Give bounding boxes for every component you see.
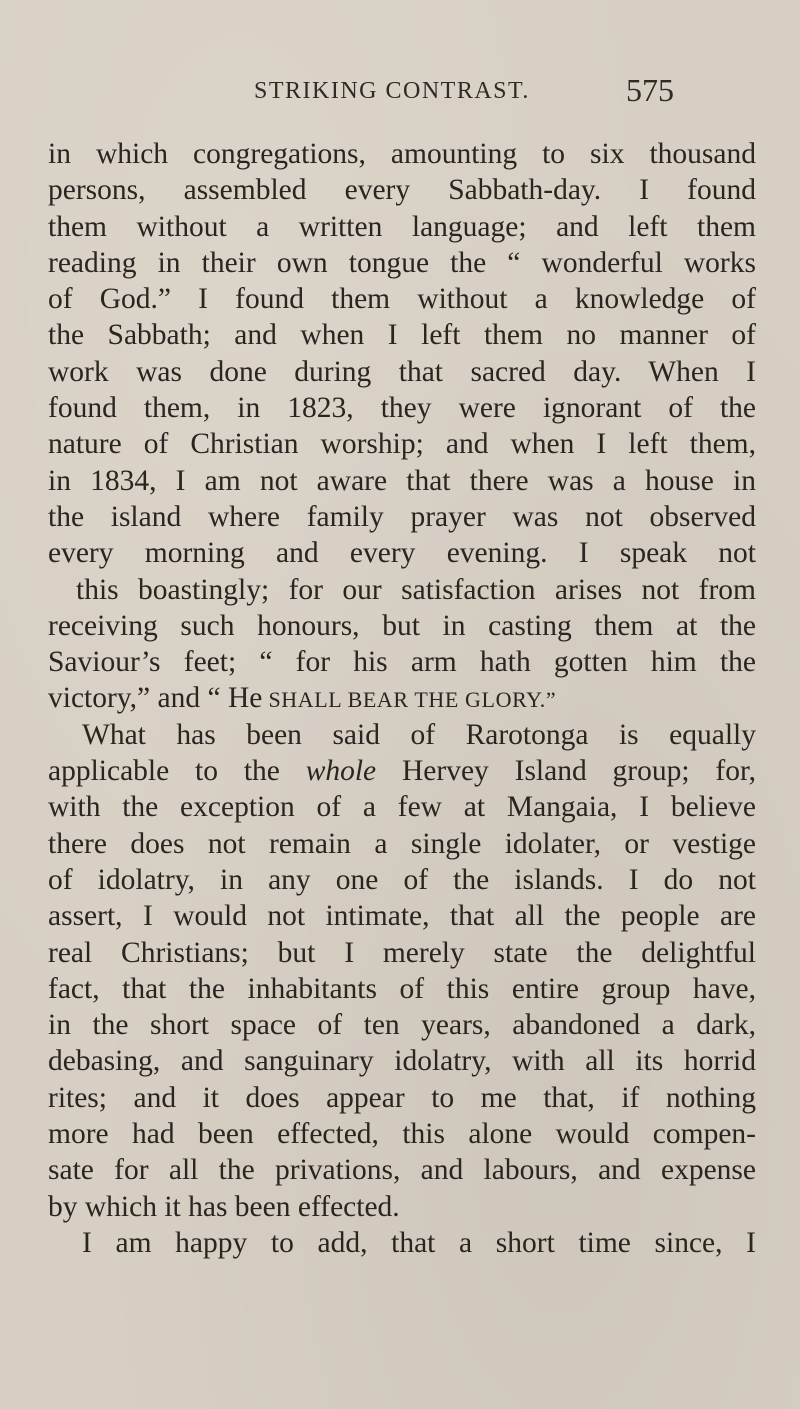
text-line: sate for all the privations, and labours, and expense [48, 1154, 756, 1187]
text-line: rites; and it does appear to me that, if nothing [48, 1081, 756, 1114]
running-head: STRIKING CONTRAST. [254, 78, 530, 104]
page-header [254, 72, 674, 112]
text-line: with the exception of a few at Mangaia, I believe [48, 791, 756, 824]
whole-prefix: applicable to the [48, 755, 306, 788]
whole-suffix: Hervey Island group; for, [376, 755, 756, 788]
text-line: the Sabbath; and when I left them no manner of [48, 319, 756, 352]
whole-italic: whole [305, 755, 377, 788]
text-line: in 1834, I am not aware that there was a house in [48, 464, 756, 497]
text-line: persons, assembled every Sabbath-day. I found [48, 174, 756, 207]
body-text [48, 136, 756, 1261]
text-line: nature of Christian worship; and when I left them, [48, 428, 756, 461]
text-line: in which congregations, amounting to six thousand [48, 138, 756, 170]
text-line: more had been effected, this alone would compen- [48, 1118, 756, 1151]
text-line: of idolatry, in any one of the islands. I do not [48, 863, 756, 896]
text-line: found them, in 1823, they were ignorant of the [48, 392, 756, 425]
text-line-glory [48, 680, 756, 716]
text-line: of God.” I found them without a knowledge of [48, 283, 756, 316]
text-line: What has been said of Rarotonga is equally [82, 718, 756, 751]
glory-prefix: victory,” and “ [48, 682, 228, 715]
text-line: receiving such honours, but in casting them at the [48, 609, 756, 642]
text-line: debasing, and sanguinary idolatry, with all its horrid [48, 1045, 756, 1078]
text-line: real Christians; but I merely state the delightful [48, 936, 756, 969]
text-line: in the short space of ten years, abandoned a dark, [48, 1009, 756, 1042]
glory-he: He [227, 682, 263, 715]
text-line: fact, that the inhabitants of this entire group have, [48, 972, 756, 1005]
text-line: assert, I would not intimate, that all the people are [48, 900, 756, 933]
glory-small-caps: SHALL BEAR THE GLORY.” [262, 687, 557, 713]
text-line-whole [48, 753, 756, 789]
text-line: every morning and every evening. I speak not [48, 537, 756, 570]
text-line: them without a written language; and left them [48, 210, 756, 243]
text-line: work was done during that sacred day. When I [48, 355, 756, 388]
page-number: 575 [626, 72, 674, 108]
text-line: I am happy to add, that a short time since, I [82, 1226, 756, 1259]
text-line: the island where family prayer was not observed [48, 500, 756, 533]
text-line: there does not remain a single idolater, or vestige [48, 827, 756, 860]
text-line: by which it has been effected. [48, 1190, 400, 1223]
text-line: reading in their own tongue the “ wonderful works [48, 246, 756, 279]
text-line: Saviour’s feet; “ for his arm hath gotten him the [48, 646, 756, 679]
text-line: this boastingly; for our satisfaction arises not from [76, 573, 756, 606]
